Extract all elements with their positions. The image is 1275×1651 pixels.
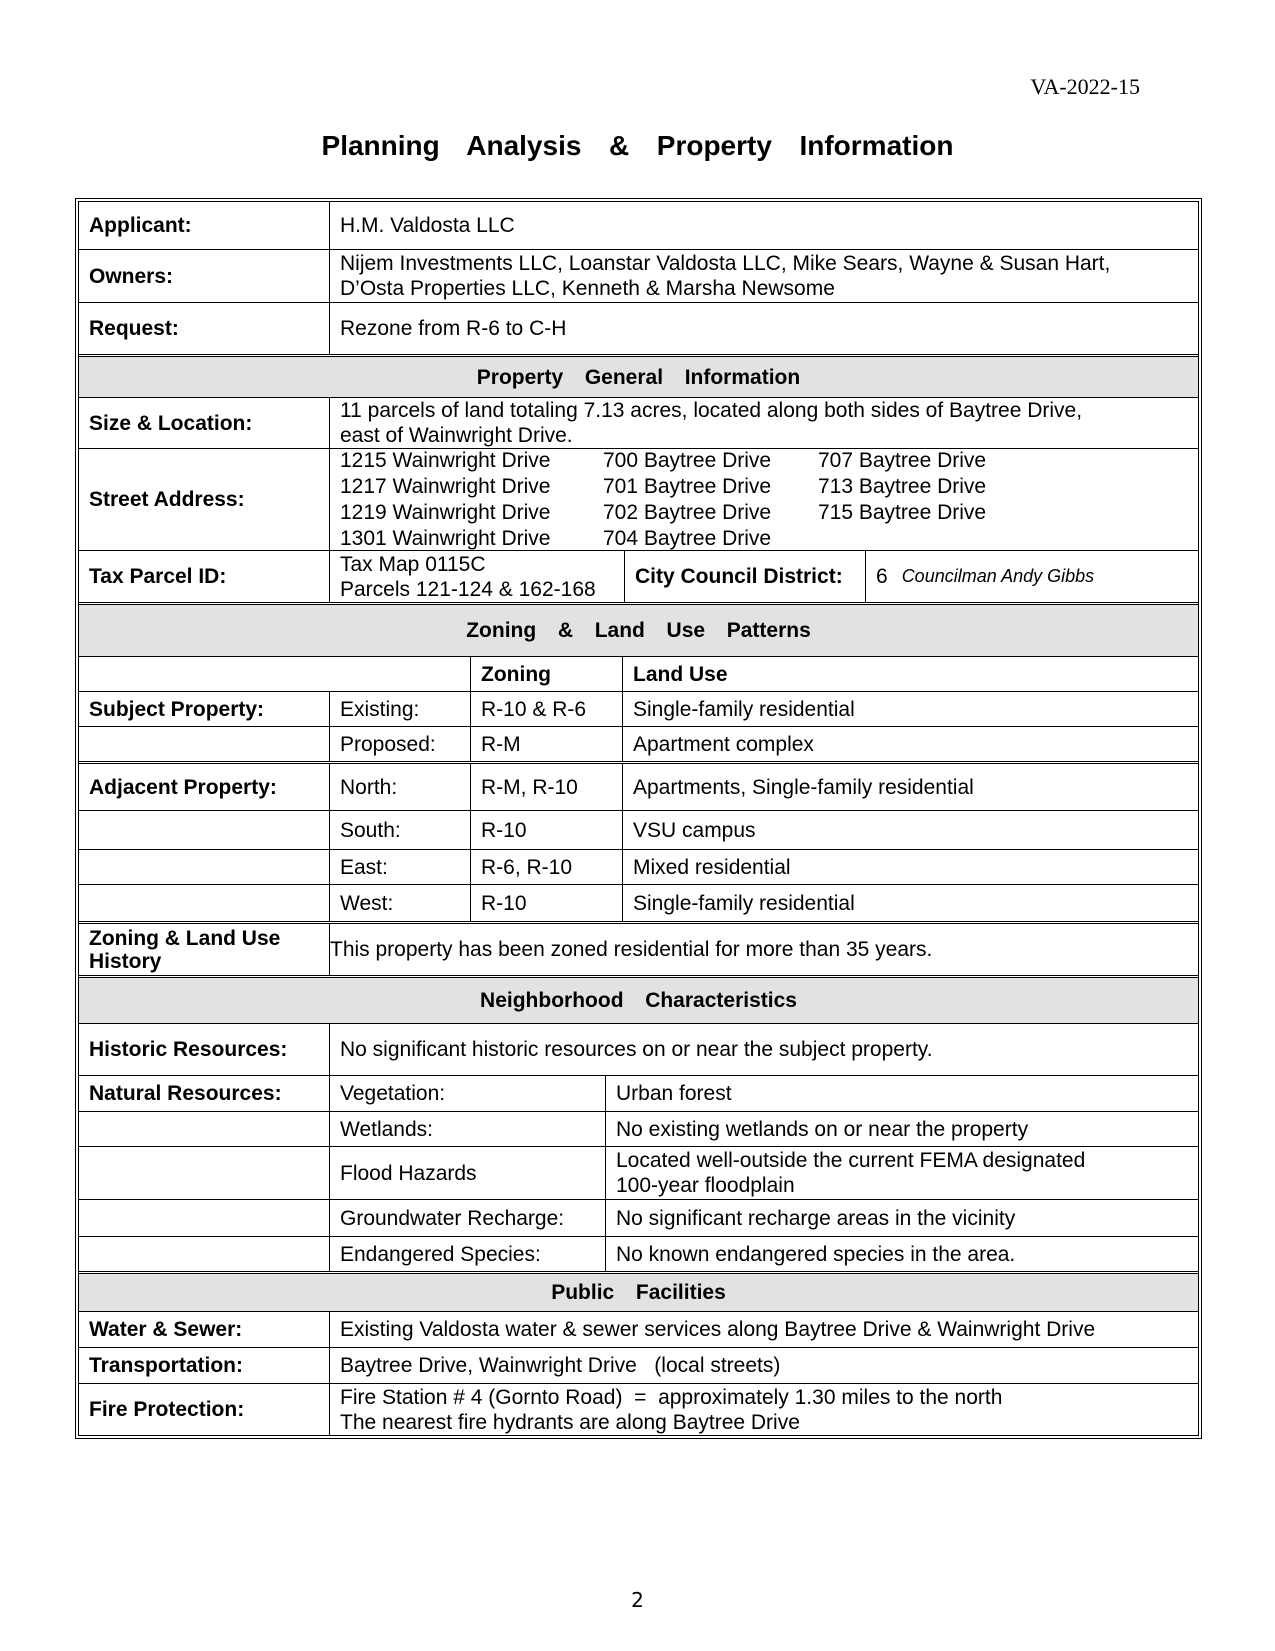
- councilman-name: Councilman Andy Gibbs: [901, 566, 1095, 586]
- address-item: 704 Baytree Drive: [603, 526, 772, 550]
- applicant-label: Applicant:: [79, 202, 330, 249]
- size-location-line-2: east of Wainwright Drive.: [340, 424, 573, 447]
- applicant-value: H.M. Valdosta LLC: [340, 214, 515, 237]
- history-value: This property has been zoned residential for more than 35 years.: [330, 938, 933, 961]
- subject-row-name: Existing:: [330, 692, 471, 726]
- historic-row: [79, 1024, 1198, 1076]
- owners-row: [79, 250, 1198, 303]
- historic-label: Historic Resources:: [79, 1024, 330, 1075]
- subject-proposed-row: [79, 727, 1198, 764]
- adjacent-row-name: West:: [330, 885, 471, 921]
- historic-value: No significant historic resources on or near the subject property.: [340, 1038, 933, 1061]
- section-general-header: Property General Information: [79, 357, 1198, 397]
- transportation-row: [79, 1348, 1198, 1384]
- owners-line-1: Nijem Investments LLC, Loanstar Valdosta LLC, Mike Sears, Wayne & Susan Hart,: [340, 252, 1111, 275]
- adjacent-row-use: VSU campus: [633, 818, 756, 842]
- subject-row-use: Single-family residential: [633, 697, 855, 721]
- subject-existing-row: [79, 692, 1198, 727]
- address-item: 1215 Wainwright Drive: [340, 448, 551, 472]
- adjacent-blank-label: [79, 811, 330, 849]
- request-row: [79, 303, 1198, 357]
- natural-row-name: Flood Hazards: [330, 1147, 606, 1199]
- address-item: 700 Baytree Drive: [603, 448, 772, 472]
- property-info-table: [75, 198, 1202, 1439]
- natural-row-name: Endangered Species:: [330, 1237, 606, 1271]
- size-location-label: Size & Location:: [79, 398, 330, 448]
- address-item: 707 Baytree Drive: [818, 448, 987, 472]
- adjacent-east-row: [79, 850, 1198, 885]
- fire-protection-value: [330, 1384, 1198, 1435]
- address-item: 713 Baytree Drive: [818, 474, 987, 498]
- street-address-label: Street Address:: [79, 449, 330, 550]
- natural-row-value: No known endangered species in the area.: [616, 1242, 1016, 1266]
- subject-property-label: Subject Property:: [79, 692, 330, 726]
- natural-endangered-row: [79, 1237, 1198, 1274]
- adjacent-north-row: [79, 764, 1198, 811]
- zoning-header-blank: [79, 657, 471, 691]
- adjacent-row-use: Apartments, Single-family residential: [633, 775, 974, 799]
- natural-blank-label: [79, 1237, 330, 1271]
- tax-parcel-row: [79, 551, 1198, 605]
- section-public-row: [79, 1274, 1198, 1312]
- fire-protection-label: Fire Protection:: [79, 1384, 330, 1435]
- page-title: Planning Analysis & Property Information: [321, 130, 954, 161]
- size-location-line-1: 11 parcels of land totaling 7.13 acres, located along both sides of Baytree Drive,: [340, 399, 1083, 422]
- water-sewer-value: Existing Valdosta water & sewer services along Baytree Drive & Wainwright Drive: [340, 1318, 1096, 1341]
- adjacent-south-row: [79, 811, 1198, 850]
- transportation-label: Transportation:: [79, 1348, 330, 1383]
- subject-blank-label: [79, 727, 330, 761]
- page-number: 2: [631, 1588, 644, 1612]
- section-neighborhood-header: Neighborhood Characteristics: [79, 978, 1198, 1023]
- history-label-line-2: History: [89, 949, 162, 973]
- tax-parcel-line-1: Tax Map 0115C: [340, 552, 486, 576]
- address-item: 1219 Wainwright Drive: [340, 500, 551, 524]
- history-label-line-1: Zoning & Land Use: [89, 926, 281, 950]
- adjacent-west-row: [79, 885, 1198, 924]
- history-label: [79, 924, 330, 975]
- water-sewer-row: [79, 1312, 1198, 1348]
- section-zoning-header: Zoning & Land Use Patterns: [79, 605, 1198, 656]
- subject-row-zoning: R-M: [471, 727, 623, 761]
- address-item: [818, 526, 1018, 552]
- address-item: 1301 Wainwright Drive: [340, 526, 551, 550]
- address-item: 1217 Wainwright Drive: [340, 474, 551, 498]
- adjacent-row-name: South:: [330, 811, 471, 849]
- request-label: Request:: [79, 303, 330, 354]
- adjacent-blank-label: [79, 850, 330, 884]
- request-value: Rezone from R-6 to C-H: [340, 317, 567, 340]
- water-sewer-label: Water & Sewer:: [79, 1312, 330, 1347]
- section-general-row: [79, 357, 1198, 398]
- natural-blank-label: [79, 1112, 330, 1146]
- natural-row-name: Vegetation:: [330, 1076, 606, 1111]
- district-label: City Council District:: [625, 551, 866, 602]
- address-item: 701 Baytree Drive: [603, 474, 772, 498]
- adjacent-row-name: North:: [330, 764, 471, 810]
- adjacent-row-zoning: R-10: [471, 811, 623, 849]
- natural-row-value: Urban forest: [616, 1082, 732, 1105]
- natural-vegetation-row: [79, 1076, 1198, 1112]
- address-item: 702 Baytree Drive: [603, 500, 772, 524]
- fire-line-1: Fire Station # 4 (Gornto Road) = approximately 1.30 miles to the north: [340, 1385, 1003, 1409]
- street-address-row: [79, 449, 1198, 551]
- transportation-value: Baytree Drive, Wainwright Drive (local streets): [340, 1354, 781, 1377]
- tax-parcel-line-2: Parcels 121-124 & 162-168: [340, 577, 596, 601]
- history-row: [79, 924, 1198, 978]
- adjacent-row-use: Mixed residential: [633, 855, 791, 879]
- adjacent-row-zoning: R-6, R-10: [471, 850, 623, 884]
- subject-row-zoning: R-10 & R-6: [471, 692, 623, 726]
- natural-row-name: Wetlands:: [330, 1112, 606, 1146]
- adjacent-row-use: Single-family residential: [633, 891, 855, 915]
- district-value: [866, 551, 1198, 602]
- street-address-value: [330, 449, 1198, 550]
- fire-line-2: The nearest fire hydrants are along Baytree Drive: [340, 1410, 800, 1434]
- section-zoning-row: [79, 605, 1198, 657]
- subject-row-use: Apartment complex: [633, 732, 814, 756]
- applicant-row: [79, 202, 1198, 250]
- adjacent-row-zoning: R-10: [471, 885, 623, 921]
- natural-row-value: No existing wetlands on or near the property: [616, 1117, 1029, 1141]
- natural-blank-label: [79, 1200, 330, 1236]
- address-item: 715 Baytree Drive: [818, 500, 987, 524]
- owners-label: Owners:: [79, 250, 330, 302]
- natural-resources-label: Natural Resources:: [79, 1076, 330, 1111]
- natural-wetlands-row: [79, 1112, 1198, 1147]
- natural-row-value: [606, 1147, 1198, 1199]
- natural-row-name: Groundwater Recharge:: [330, 1200, 606, 1236]
- section-public-header: Public Facilities: [79, 1274, 1198, 1311]
- subject-row-name: Proposed:: [330, 727, 471, 761]
- land-use-column-header: Land Use: [633, 662, 728, 686]
- adjacent-row-name: East:: [330, 850, 471, 884]
- zoning-header-row: [79, 657, 1198, 692]
- district-number: 6: [876, 565, 888, 588]
- fire-protection-row: [79, 1384, 1198, 1435]
- size-location-row: [79, 398, 1198, 449]
- adjacent-row-zoning: R-M, R-10: [471, 764, 623, 810]
- size-location-value: [330, 398, 1198, 448]
- tax-parcel-value: [330, 551, 625, 602]
- tax-parcel-label: Tax Parcel ID:: [79, 551, 330, 602]
- owners-value: [330, 250, 1198, 302]
- adjacent-blank-label: [79, 885, 330, 921]
- natural-blank-label: [79, 1147, 330, 1199]
- natural-groundwater-row: [79, 1200, 1198, 1237]
- document-id: VA-2022-15: [1030, 74, 1140, 99]
- flood-value-line-2: 100-year floodplain: [616, 1174, 795, 1197]
- natural-flood-row: [79, 1147, 1198, 1200]
- adjacent-property-label: Adjacent Property:: [79, 764, 330, 810]
- flood-value-line-1: Located well-outside the current FEMA designated: [616, 1149, 1086, 1172]
- zoning-column-header: Zoning: [471, 657, 623, 691]
- natural-row-value: No significant recharge areas in the vicinity: [616, 1206, 1016, 1230]
- section-neighborhood-row: [79, 978, 1198, 1024]
- owners-line-2: D’Osta Properties LLC, Kenneth & Marsha Newsome: [340, 277, 835, 300]
- street-address-list: [340, 448, 1018, 552]
